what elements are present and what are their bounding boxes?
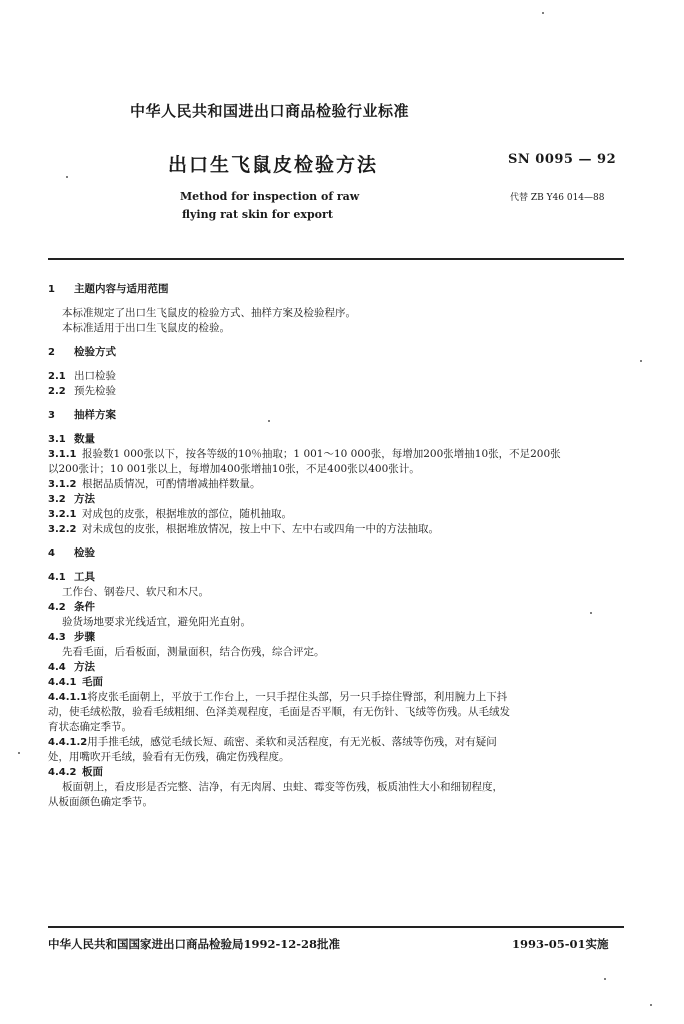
- subsection-title: 毛面: [82, 676, 103, 688]
- section-heading: [48, 546, 628, 561]
- subsection-heading: [48, 432, 628, 447]
- scan-speck: [650, 1004, 652, 1006]
- section-number: 2: [48, 347, 55, 358]
- subsection-heading: [48, 765, 628, 780]
- subsection-title: 方法: [74, 493, 95, 505]
- subsection-title: 条件: [74, 601, 95, 613]
- clause-text: 对成包的皮张，根据堆放的部位，随机抽取。: [82, 508, 292, 520]
- standard-code: SN 0095 — 92: [508, 152, 617, 167]
- subsection-heading: [48, 492, 628, 507]
- subsection-heading: [48, 660, 628, 675]
- section-title: 检验: [74, 547, 95, 559]
- subsection-heading: [48, 600, 628, 615]
- clause-continuation: 处，用嘴吹开毛绒，验看有无伤残，确定伤残程度。: [48, 751, 290, 763]
- section-title: 抽样方案: [74, 409, 116, 421]
- clause-continuation: 从板面颜色确定季节。: [48, 796, 153, 808]
- clause-number: 3.1: [48, 434, 66, 445]
- subsection-title: 数量: [74, 433, 95, 445]
- subsection-heading: [48, 675, 628, 690]
- scan-speck: [66, 176, 68, 178]
- scan-speck: [590, 612, 592, 614]
- english-title-line-2: flying rat skin for export: [182, 208, 333, 221]
- clause-number: 4.2: [48, 602, 66, 613]
- clause-number: 4.4.1.2: [48, 737, 88, 748]
- clause-number: 4.4.2: [48, 767, 77, 778]
- english-title-line-1: Method for inspection of raw: [180, 190, 360, 203]
- clause: [48, 384, 628, 399]
- standard-category-title: 中华人民共和国进出口商品检验行业标准: [130, 102, 410, 120]
- subsection-title: 方法: [74, 661, 95, 673]
- clause: [48, 507, 628, 522]
- paragraph: 本标准适用于出口生飞鼠皮的检验。: [62, 322, 230, 334]
- clause-number: 2.2: [48, 386, 66, 397]
- clause-text: 报验数1 000张以下，按各等级的10％抽取；1 001～10 000张，每增加200张增抽10张，不足200张: [82, 448, 561, 460]
- clause: [48, 369, 628, 384]
- clause-text: 对未成包的皮张，根据堆放情况，按上中下、左中右或四角一中的方法抽取。: [82, 523, 439, 535]
- clause-number: 4.3: [48, 632, 66, 643]
- subsection-title: 板面: [82, 766, 103, 778]
- scan-speck: [18, 752, 20, 754]
- section-heading: [48, 408, 628, 423]
- paragraph: 先看毛面，后看板面，测量面积，结合伤残，综合评定。: [62, 646, 325, 658]
- clause-continuation: 育状态确定季节。: [48, 721, 132, 733]
- clause-text: 预先检验: [74, 385, 116, 397]
- clause: [48, 447, 628, 462]
- clause-text: 根据品质情况，可酌情增减抽样数量。: [82, 478, 261, 490]
- scan-speck: [604, 978, 606, 980]
- section-heading: [48, 345, 628, 360]
- clause-number: 3.1.2: [48, 479, 77, 490]
- footer-divider: [48, 926, 624, 928]
- clause-number: 4.4: [48, 662, 66, 673]
- section-number: 1: [48, 284, 55, 295]
- clause-number: 4.1: [48, 572, 66, 583]
- clause-text: 用手推毛绒，感觉毛绒长短、疏密、柔软和灵活程度，有无光板、落绒等伤残，对有疑问: [87, 736, 497, 748]
- subsection-title: 工具: [74, 571, 95, 583]
- paragraph: 板面朝上，看皮形是否完整、洁净，有无肉屑、虫蛀、霉变等伤残，板质油性大小和细韧程度，: [62, 781, 503, 793]
- clause-number: 4.4.1.1: [48, 692, 88, 703]
- scan-speck: [640, 360, 642, 362]
- section-number: 4: [48, 548, 55, 559]
- subsection-title: 步骤: [74, 631, 95, 643]
- effective-date: 1993-05-01实施: [512, 937, 609, 951]
- clause: [48, 522, 628, 537]
- clause-number: 4.4.1: [48, 677, 77, 688]
- section-title: 主题内容与适用范围: [74, 283, 169, 295]
- section-title: 检验方式: [74, 346, 116, 358]
- document-title: 出口生飞鼠皮检验方法: [168, 154, 379, 176]
- clause: [48, 690, 628, 705]
- clause-number: 3.2.1: [48, 509, 77, 520]
- clause: [48, 477, 628, 492]
- clause-continuation: 以200张计；10 001张以上，每增加400张增抽10张，不足400张以400张计。: [48, 463, 420, 475]
- paragraph: 验货场地要求光线适宜，避免阳光直射。: [62, 616, 251, 628]
- replaces-standard-note: 代替 ZB Y46 014—88: [510, 193, 605, 203]
- approval-statement: 中华人民共和国国家进出口商品检验局1992-12-28批准: [48, 937, 341, 951]
- clause: [48, 735, 628, 750]
- scan-speck: [542, 12, 544, 14]
- section-heading: [48, 282, 628, 297]
- clause-text: 将皮张毛面朝上，平放于工作台上，一只手捏住头部，另一只手捺住臀部，利用腕力上下抖: [87, 691, 508, 703]
- paragraph: 本标准规定了出口生飞鼠皮的检验方式、抽样方案及检验程序。: [62, 307, 356, 319]
- clause-number: 2.1: [48, 371, 66, 382]
- clause-number: 3.2: [48, 494, 66, 505]
- document-body: [48, 282, 628, 810]
- scan-speck: [268, 420, 270, 422]
- section-number: 3: [48, 410, 55, 421]
- subsection-heading: [48, 570, 628, 585]
- clause-text: 出口检验: [74, 370, 116, 382]
- paragraph: 工作台、钢卷尺、软尺和木尺。: [62, 586, 209, 598]
- clause-number: 3.1.1: [48, 449, 77, 460]
- header-divider: [48, 258, 624, 260]
- clause-continuation: 动，使毛绒松散，验看毛绒粗细、色泽美观程度，毛面是否平顺，有无伤针、飞绒等伤残。从毛绒发: [48, 706, 510, 718]
- clause-number: 3.2.2: [48, 524, 77, 535]
- subsection-heading: [48, 630, 628, 645]
